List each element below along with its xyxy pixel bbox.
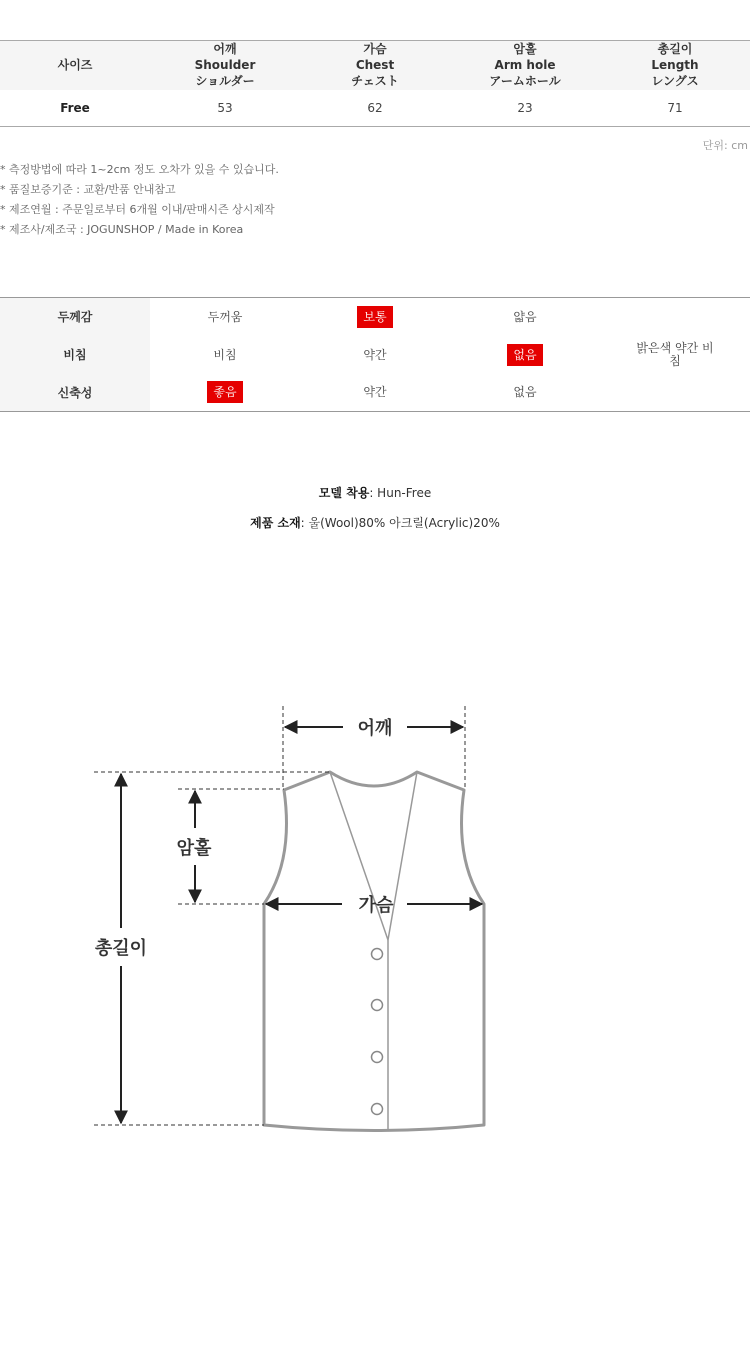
- button-icon: [372, 1000, 383, 1011]
- fabric-option: 좋음: [207, 381, 242, 403]
- material-info: [0, 514, 750, 531]
- size-table-row: [0, 90, 750, 127]
- chest-label: 가슴: [358, 895, 394, 916]
- guide-lines: [94, 706, 465, 1125]
- note-item: * 제조연월 : 주문일로부터 6개월 이내/판매시즌 상시제작: [0, 203, 275, 216]
- length-value: 71: [667, 100, 683, 115]
- header-chest: 가슴 Chest チェスト: [300, 41, 450, 90]
- model-info-label: 모델 착용: [318, 486, 370, 500]
- fabric-label: 두께감: [0, 298, 150, 336]
- fabric-option: 보통: [357, 306, 392, 328]
- header-length: 총길이 Length レングス: [600, 41, 750, 90]
- chest-value: 62: [367, 100, 383, 115]
- unit-label: 단위: cm: [702, 139, 748, 152]
- shoulder-label: 어깨: [357, 718, 393, 739]
- button-icon: [372, 1104, 383, 1115]
- header-size: 사이즈: [0, 41, 150, 90]
- fabric-option: 두꺼움: [207, 309, 243, 324]
- fabric-row-thickness: [0, 298, 750, 336]
- fabric-option: 비침: [213, 347, 237, 362]
- armhole-value: 23: [517, 100, 533, 115]
- material-info-value: : 울(Wool)80% 아크릴(Acrylic)20%: [300, 516, 500, 530]
- fabric-option-cell: [450, 336, 600, 374]
- fabric-option: 약간: [363, 347, 387, 362]
- fabric-option-cell: [450, 298, 600, 336]
- armhole-label: 암홀: [176, 838, 212, 859]
- fabric-note: 밝은색 약간 비침: [636, 340, 714, 368]
- length-label: 총길이: [94, 938, 148, 959]
- fabric-option: 약간: [363, 385, 387, 400]
- size-cell: Free: [60, 100, 90, 115]
- fabric-option: 얇음: [513, 309, 537, 324]
- size-table: [0, 40, 750, 127]
- fabric-label: 신축성: [0, 374, 150, 412]
- vest-diagram: [0, 680, 750, 1160]
- model-info: [0, 484, 750, 501]
- model-info-value: : Hun-Free: [369, 486, 432, 500]
- shoulder-value: 53: [217, 100, 233, 115]
- fabric-option: 없음: [507, 344, 542, 366]
- fabric-option-cell: [300, 374, 450, 412]
- note-item: * 제조사/제조국 : JOGUNSHOP / Made in Korea: [0, 223, 244, 236]
- fabric-option-cell: [450, 374, 600, 412]
- notes-list: [0, 162, 279, 242]
- button-icon: [372, 949, 383, 960]
- header-armhole: 암홀 Arm hole アームホール: [450, 41, 600, 90]
- button-icon: [372, 1052, 383, 1063]
- fabric-option-cell: [150, 298, 300, 336]
- fabric-option-cell: [300, 298, 450, 336]
- fabric-option-cell: [150, 336, 300, 374]
- header-shoulder: 어깨 Shoulder ショルダー: [150, 41, 300, 90]
- material-info-label: 제품 소재: [250, 516, 301, 530]
- note-item: * 측정방법에 따라 1~2cm 정도 오차가 있을 수 있습니다.: [0, 163, 279, 176]
- size-table-header: [0, 41, 750, 90]
- fabric-label: 비침: [0, 336, 150, 374]
- fabric-option: 없음: [513, 385, 537, 400]
- fabric-table: [0, 297, 750, 412]
- note-item: * 품질보증기준 : 교환/반품 안내참고: [0, 183, 176, 196]
- fabric-option-cell: [150, 374, 300, 412]
- fabric-option-cell: [300, 336, 450, 374]
